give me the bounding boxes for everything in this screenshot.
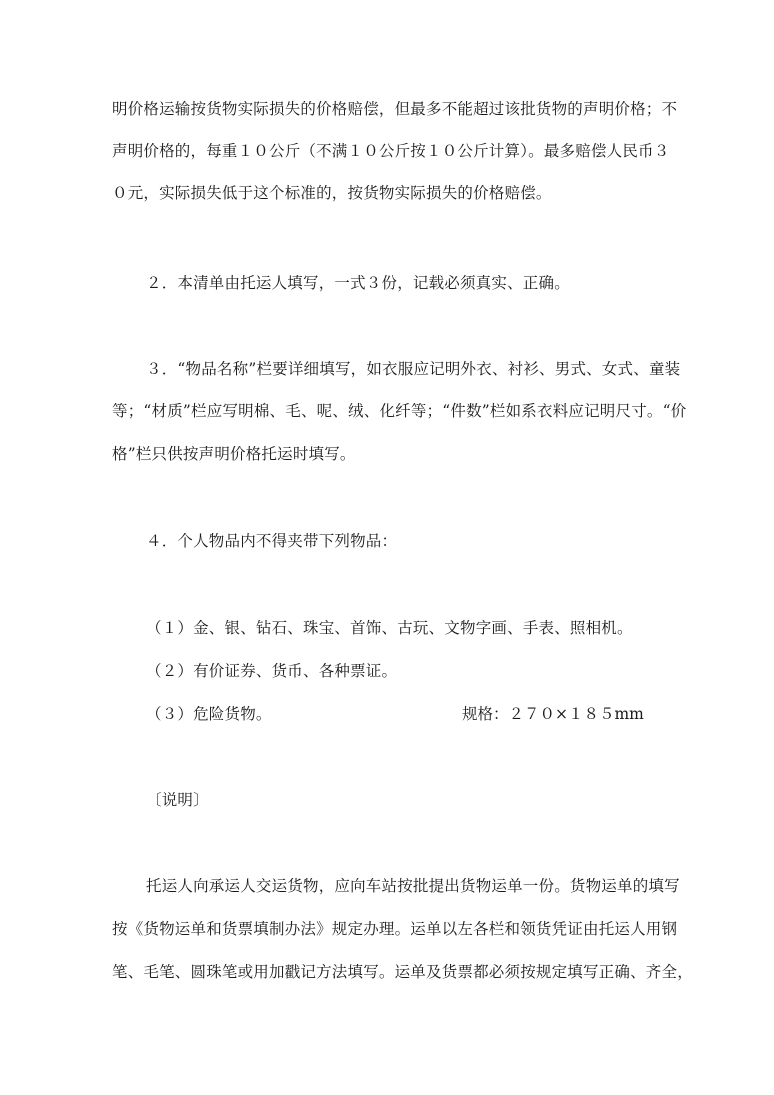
sub-item-3: （３）危险货物。 <box>146 705 272 723</box>
item-3-line-1: ３．“物品名称”栏要详细填写，如衣服应记明外衣、衬衫、男式、女式、童装 <box>146 360 681 378</box>
item-3-line-3: 格”栏只供按声明价格托运时填写。 <box>112 445 356 463</box>
note-paragraph-line-3: 笔、毛笔、圆珠笔或用加戳记方法填写。运单及货票都必须按规定填写正确、齐全， <box>112 963 693 981</box>
note-paragraph-line-2: 按《货物运单和货票填制办法》规定办理。运单以左各栏和领货凭证由托运人用钢 <box>112 920 678 938</box>
spec-label: 规格：２７０×１８５mm <box>462 705 644 723</box>
sub-item-2: （２）有价证券、货币、各种票证。 <box>146 662 398 680</box>
paragraph-intro-line-3: ０元，实际损失低于这个标准的，按货物实际损失的价格赔偿。 <box>112 184 552 202</box>
sub-item-1: （１）金、银、钻石、珠宝、首饰、古玩、文物字画、手表、照相机。 <box>146 619 633 637</box>
note-paragraph-line-1: 托运人向承运人交运货物，应向车站按批提出货物运单一份。货物运单的填写 <box>146 877 680 895</box>
paragraph-intro-line-2: 声明价格的，每重１０公斤（不满１０公斤按１０公斤计算）。最多赔偿人民币３ <box>112 142 670 160</box>
item-4: ４．个人物品内不得夹带下列物品： <box>146 532 398 550</box>
paragraph-intro-line-1: 明价格运输按货物实际损失的价格赔偿，但最多不能超过该批货物的声明价格；不 <box>112 100 678 118</box>
item-2: ２．本清单由托运人填写，一式３份，记载必须真实、正确。 <box>146 274 570 292</box>
note-heading: 〔说明〕 <box>146 791 209 809</box>
item-3-line-2: 等；“材质”栏应写明棉、毛、呢、绒、化纤等；“件数”栏如系衣料应记明尺寸。“价 <box>112 402 687 420</box>
